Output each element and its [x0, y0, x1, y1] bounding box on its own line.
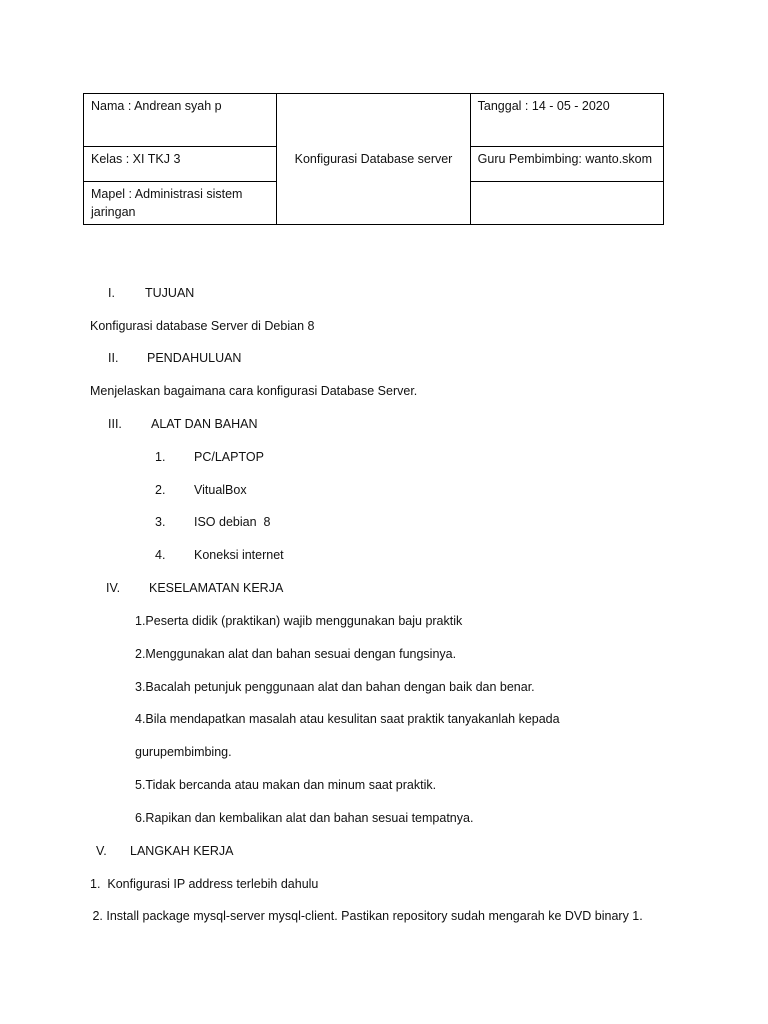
list-item: 4.Bila mendapatkan masalah atau kesulitan saat praktik tanyakanlah kepada	[135, 712, 560, 726]
list-item: VitualBox	[194, 483, 247, 497]
section-heading: ALAT DAN BAHAN	[151, 417, 258, 431]
list-item: 6.Rapikan dan kembalikan alat dan bahan sesuai tempatnya.	[135, 811, 474, 825]
list-item: PC/LAPTOP	[194, 450, 264, 464]
empty-cell	[470, 182, 663, 225]
list-item-continuation: gurupembimbing.	[135, 745, 232, 759]
tanggal-cell: Tanggal : 14 - 05 - 2020	[470, 94, 663, 147]
section-heading: LANGKAH KERJA	[130, 844, 234, 858]
header-table	[83, 93, 664, 225]
kelas-cell: Kelas : XI TKJ 3	[84, 147, 277, 182]
list-item: 5.Tidak bercanda atau makan dan minum saat praktik.	[135, 778, 437, 792]
list-item-number: 1.	[155, 450, 166, 464]
section-number: II.	[108, 351, 119, 365]
list-item-number: 2.	[155, 483, 166, 497]
paragraph: Konfigurasi database Server di Debian 8	[90, 319, 315, 333]
list-item: 3.Bacalah petunjuk penggunaan alat dan bahan dengan baik dan benar.	[135, 680, 535, 694]
list-item: 2.Menggunakan alat dan bahan sesuai dengan fungsinya.	[135, 647, 457, 661]
section-number: III.	[108, 417, 122, 431]
list-item: ISO debian 8	[194, 515, 271, 529]
step-item: 1. Konfigurasi IP address terlebih dahulu	[90, 877, 319, 891]
list-item: Koneksi internet	[194, 548, 284, 562]
section-heading: PENDAHULUAN	[147, 351, 242, 365]
section-number: I.	[108, 286, 115, 300]
section-heading: KESELAMATAN KERJA	[149, 581, 284, 595]
paragraph: Menjelaskan bagaimana cara konfigurasi Database Server.	[90, 384, 418, 398]
nama-cell: Nama : Andrean syah p	[84, 94, 277, 147]
list-item-number: 3.	[155, 515, 166, 529]
list-item-number: 4.	[155, 548, 166, 562]
mapel-cell: Mapel : Administrasi sistem jaringan	[84, 182, 277, 225]
section-heading: TUJUAN	[145, 286, 195, 300]
section-number: IV.	[106, 581, 121, 595]
section-number: V.	[96, 844, 107, 858]
list-item: 1.Peserta didik (praktikan) wajib menggunakan baju praktik	[135, 614, 463, 628]
step-item: 2. Install package mysql-server mysql-client. Pastikan repository sudah mengarah ke DVD binary 1.	[89, 909, 643, 923]
guru-cell: Guru Pembimbing: wanto.skom	[470, 147, 663, 182]
judul-cell: Konfigurasi Database server	[277, 94, 470, 225]
